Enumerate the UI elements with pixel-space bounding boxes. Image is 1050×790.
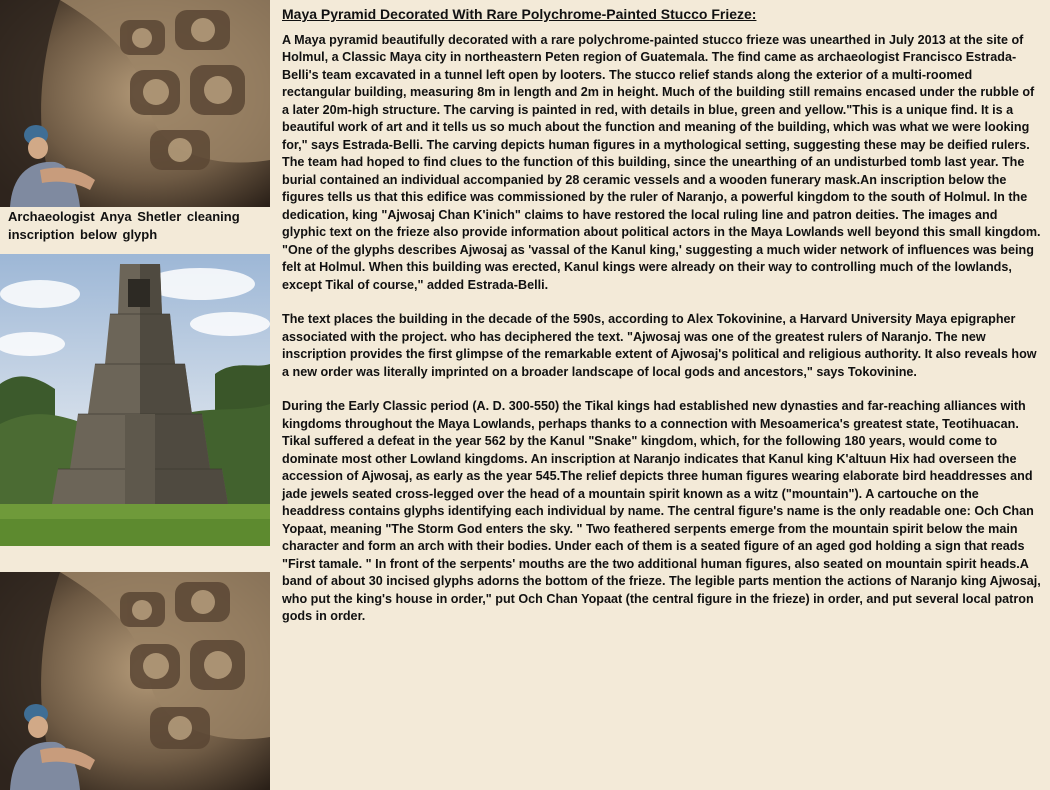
frieze-photo-top (0, 0, 270, 207)
article-paragraph: A Maya pyramid beautifully decorated with a rare polychrome-painted stucco frieze was unearthed in July 2013 at the site of Holmul, a Classic Maya city in northeastern Peten region of Guatemala. The find came as archaeologist Francisco Estrada-Belli's team excavated in a tunnel left open by looters. The stucco relief stands along the exterior of a multi-roomed rectangular building, measuring 8m in length and 2m in height. Much of the building still remains encased under the rubble of a later 20m-high structure. The carving is painted in red, with details in blue, green and yellow."This is a unique find. It is a beautiful work of art and it tells us so much about the function and meaning of the building, which was what we were looking for," says Estrada-Belli. The carving depicts human figures in a mythological setting, suggesting these may be deified rulers. The team had hoped to find clues to the function of this building, since the unearthing of an undisturbed tomb last year. The burial contained an individual accompanied by 28 ceramic vessels and a wooden funerary mask.An inscription below the figures tells us that this edifice was commissioned by the ruler of Naranjo, a powerful kingdom to the south of Holmul. In the dedication, king "Ajwosaj Chan K'inich" claims to have restored the local ruling line and patron deities. The images and glyphic text on the frieze also provide information about political actors in the Maya Lowlands well beyond this small kingdom. "One of the glyphs describes Ajwosaj as 'vassal of the Kanul king,' suggesting a much wider network of influences was being felt at Holmul. When this building was erected, Kanul kings were already on their way to controlling much of the lowlands, except Tikal of course," added Estrada-Belli. (282, 32, 1041, 292)
article (282, 6, 1044, 626)
article-paragraph: During the Early Classic period (A. D. 300-550) the Tikal kings had established new dynasties and far-reaching alliances with kingdoms throughout the Maya Lowlands, perhaps thanks to a connection with Mesoamerica's greatest state, Teotihuacan. Tikal suffered a defeat in the year 562 by the Kanul "Snake" kingdom, which, for the following 180 years, would come to dominate most other Lowland kingdoms. An inscription at Naranjo indicates that Kanul king K'altuun Hix had overseen the accession of Ajwosaj, as early as the year 545.The relief depicts three human figures wearing elaborate bird headdresses and jade jewels seated cross-legged over the head of a mountain spirit known as a witz ("mountain"). A cartouche on the headdress contains glyphs identifying each individual by name. The central figure's name is the only readable one: Och Chan Yopaat, meaning "The Storm God enters the sky. " Two feathered serpents emerge from the mountain spirit below the main character and form an arch with their bodies. Under each of them is a seated figure of an aged god holding a sign that reads "First tamale. " In front of the serpents' mouths are the two additional human figures, also seated on mountain spirit heads.A band of about 30 incised glyphs adorns the bottom of the frieze. The legible parts mention the actions of Naranjo king Ajwosaj, who put the king's house in order," put Och Chan Yopaat (the central figure in the frieze) in order, and put several local patron gods in order. (282, 399, 1041, 623)
photo-caption: Archaeologist Anya Shetler cleaning inscription below glyph (8, 209, 240, 242)
article-paragraph: The text places the building in the decade of the 590s, according to Alex Tokovinine, a Harvard University Maya epigrapher associated with the project. who has deciphered the text. "Ajwosaj was one of the greatest rulers of Naranjo. The new inscription provides the first glimpse of the remarkable extent of Ajwosaj's political and religious authority. It also reveals how a new order was literally imprinted on a broader landscape of local gods and ancestors," says Tokovinine. (282, 312, 1037, 379)
image-column (0, 0, 270, 790)
frieze-photo-bottom (0, 572, 270, 790)
temple-photo (0, 254, 270, 546)
article-title: Maya Pyramid Decorated With Rare Polychrome-Painted Stucco Frieze: (282, 6, 757, 22)
